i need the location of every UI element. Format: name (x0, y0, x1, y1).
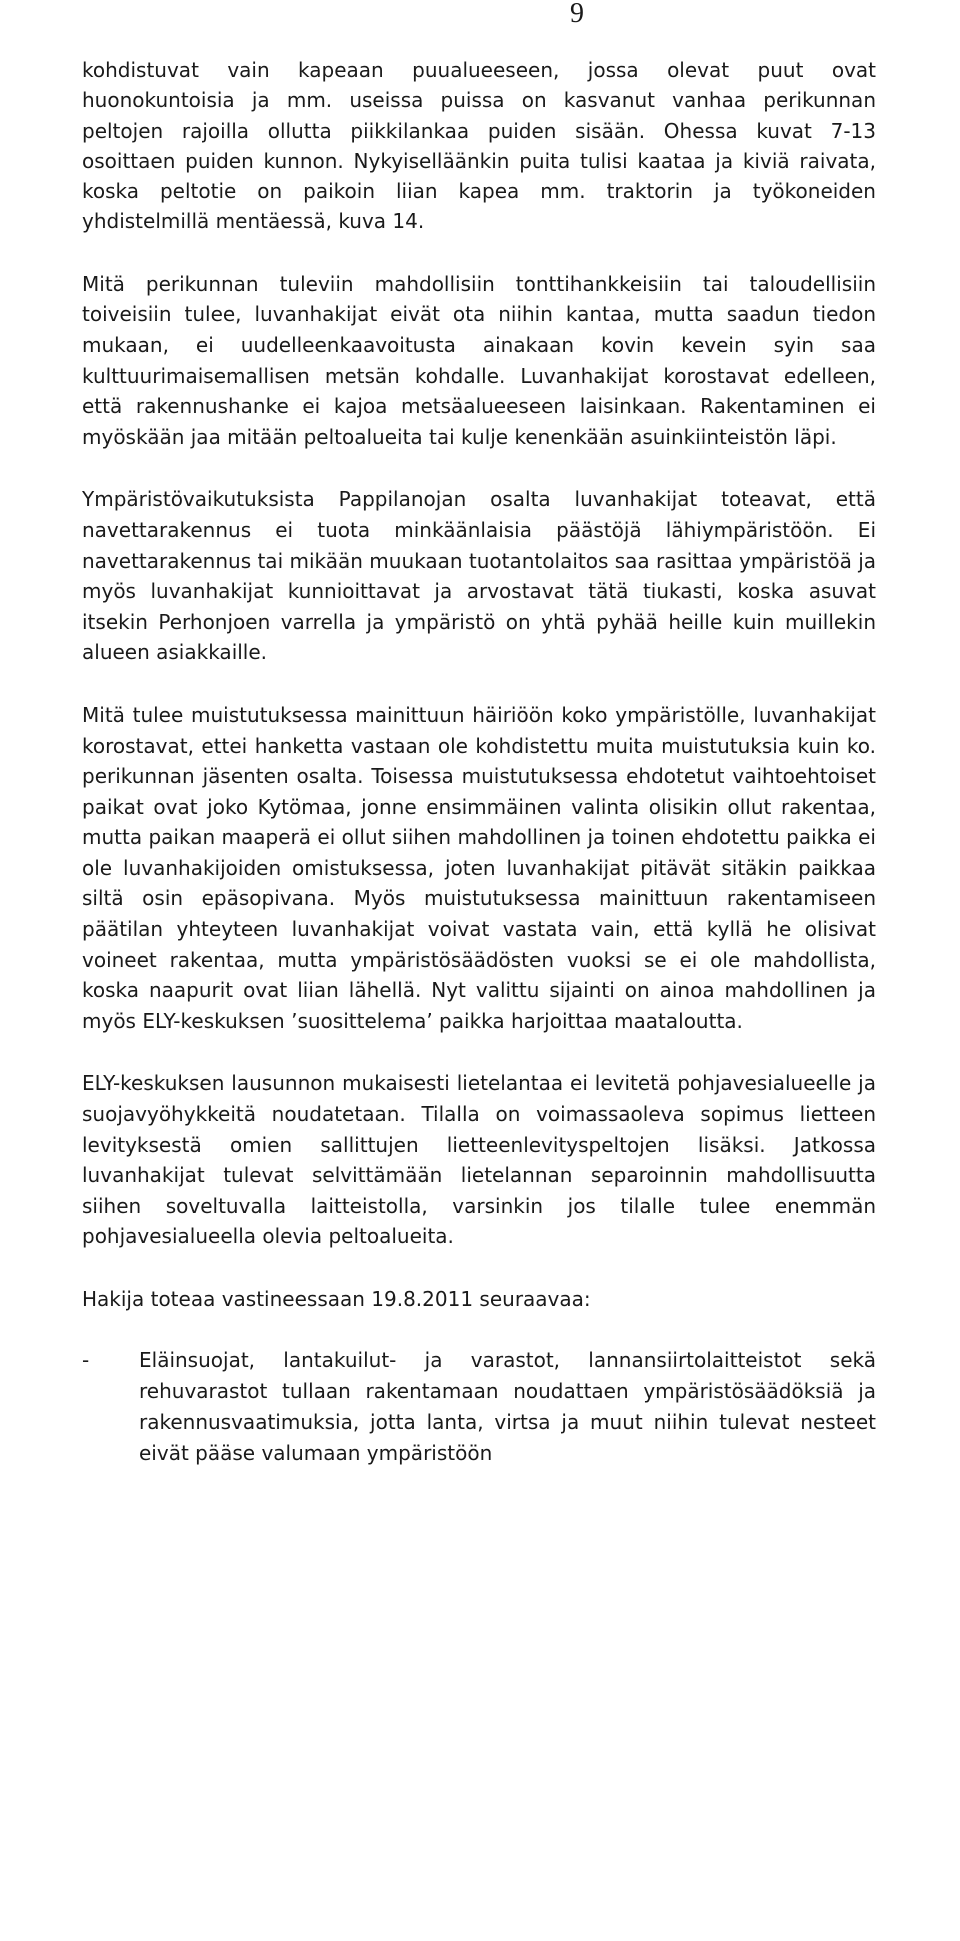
paragraph-applicant-reply-intro: Hakija toteaa vastineessaan 19.8.2011 seuraavaa: (82, 1287, 591, 1311)
paragraph-environmental-impact: Ympäristövaikutuksista Pappilanojan osalta luvanhakijat toteavat, että navettarakennus ei tuota minkäänlaisia päästöjä lähiympäristöön. Ei navettarakennus tai mikään muukaan tuotantolaitos saa rasittaa ympäristöä ja myös luvanhakijat kunnioittavat ja arvostavat tätä tiukasti, koska asuvat itsekin Perhonjoen varrella ja ympäristö on yhtä pyhää heille kuin muillekin alueen asiakkaille. (82, 487, 877, 665)
list-item-text: Eläinsuojat, lantakuilut- ja varastot, lannansiirtolaitteistot sekä rehuvarastot tullaan rakentamaan noudattaen ympäristösäädöksiä ja rakennusvaatimuksia, jotta lanta, virtsa ja muut niihin tulevat nesteet eivät pääse valumaan ympäristöön (139, 1347, 876, 1465)
reply-list (82, 1345, 876, 1469)
paragraph-estate-plans: Mitä perikunnan tuleviin mahdollisiin tonttihankkeisiin tai taloudellisiin toiveisiin tulee, luvanhakijat eivät ota niihin kantaa, mutta saadun tiedon mukaan, ei uudelleenkaavoitusta ainakaan kovin kevein syin saa kulttuurimaisemallisen metsän kohdalle. Luvanhakijat korostavat edelleen, että rakennushanke ei kajoa metsäalueeseen laisinkaan. Rakentaminen ei myöskään jaa mitään peltoalueita tai kulje kenenkään asuinkiinteistön läpi. (82, 271, 876, 449)
list-item (82, 1345, 876, 1469)
paragraph-objection-response: Mitä tulee muistutuksessa mainittuun häiriöön koko ympäristölle, luvanhakijat korostavat, ettei hanketta vastaan ole kohdistettu muita muistutuksia kuin ko. perikunnan jäsenten osalta. Toisessa muistutuksessa ehdotetut vaihtoehtoiset paikat ovat joko Kytömaa, jonne ensimmäinen valinta olisikin ollut rakentaa, mutta paikan maaperä ei ollut siihen mahdollinen ja toinen ehdotettu paikka ei ole luvanhakijoiden omistuksessa, joten luvanhakijat pitävät sitäkin paikkaa siltä osin epäsopivana. Myös muistutuksessa mainittuun rakentamiseen päätilan yhteyteen luvanhakijat voivat vastata vain, että kyllä he olisivat voineet rakentaa, mutta ympäristösäädösten vuoksi se ei ole mahdollista, koska naapurit ovat liian lähellä. Nyt valittu sijainti on ainoa mahdollinen ja myös ELY-keskuksen ’suosittelema’ paikka harjoittaa maataloutta. (82, 702, 876, 1033)
document-body (82, 55, 876, 1469)
list-dash: - (82, 1347, 90, 1372)
page-number: 9 (570, 0, 584, 29)
paragraph-tree-condition: kohdistuvat vain kapeaan puualueeseen, jossa olevat puut ovat huonokuntoisia ja mm. useissa puissa on kasvanut vanhaa perikunnan peltojen rajoilla ollutta piikkilankaa puiden sisään. Ohessa kuvat 7-13 osoittaen puiden kunnon. Nykyiselläänkin puita tulisi kaataa ja kiviä raivata, koska peltotie on paikoin liian kapea mm. traktorin ja työkoneiden yhdistelmillä mentäessä, kuva 14. (82, 58, 876, 234)
paragraph-ely-statement: ELY-keskuksen lausunnon mukaisesti lietelantaa ei levitetä pohjavesialueelle ja suojavyöhykkeitä noudatetaan. Tilalla on voimassaoleva sopimus lietteen levityksestä omien sallittujen lietteenlevityspeltojen lisäksi. Jatkossa luvanhakijat tulevat selvittämään lietelannan separoinnin mahdollisuutta siihen soveltuvalla laitteistolla, varsinkin jos tilalle tulee enemmän pohjavesialueella olevia peltoalueita. (82, 1071, 876, 1249)
